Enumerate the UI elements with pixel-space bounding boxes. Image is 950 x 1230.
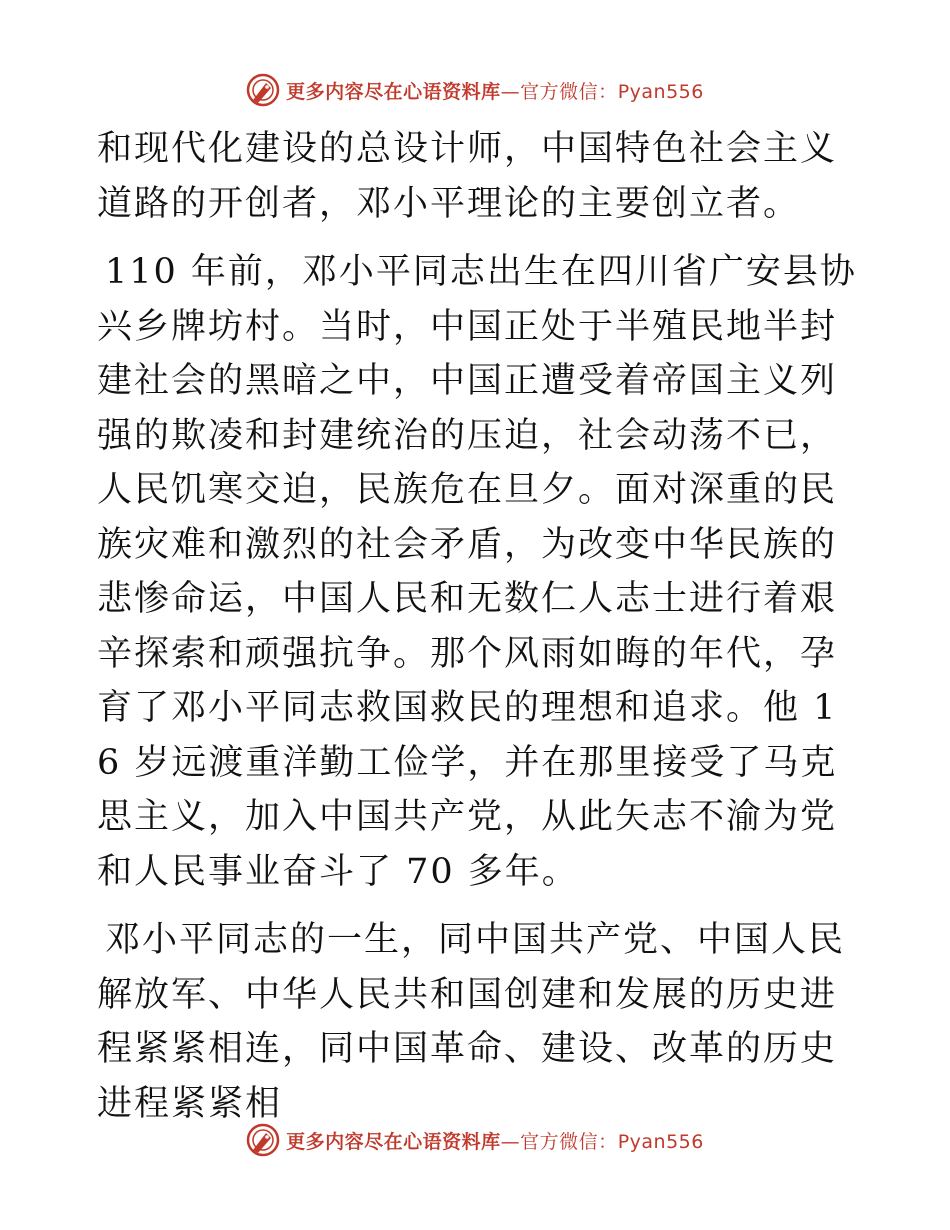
banner-site-text: 更多内容尽在心语资料库 bbox=[286, 1130, 501, 1153]
paragraph-1: 和现代化建设的总设计师，中国特色社会主义道路的开创者，邓小平理论的主要创立者。 bbox=[97, 129, 838, 224]
banner-site-text: 更多内容尽在心语资料库 bbox=[286, 80, 501, 103]
banner-dash: — bbox=[500, 80, 521, 103]
footer-banner bbox=[0, 1120, 950, 1160]
paragraph-2: 110 年前，邓小平同志出生在四川省广安县协兴乡牌坊村。当时，中国正处于半殖民地半封建社会的黑暗之中，中国正遭受着帝国主义列强的欺凌和封建统治的压迫，社会动荡不已，人民饥寒交迫，民族危在旦夕。面对深重的民族灾难和激烈的社会矛盾，为改变中华民族的悲惨命运，中国人民和无数仁人志士进行着艰辛探索和顽强抗争。那个风雨如晦的年代，孕育了邓小平同志救国救民的理想和追求。他 16 岁远渡重洋勤工俭学，并在那里接受了马克思主义，加入中国共产党，从此矢志不渝为党和人民事业奋斗了 70 多年。 bbox=[97, 252, 857, 892]
banner-wechat-label: 官方微信： bbox=[520, 1130, 618, 1153]
pen-nib-logo-icon bbox=[246, 73, 280, 107]
banner-text bbox=[286, 1127, 704, 1154]
pen-nib-logo-icon bbox=[246, 1123, 280, 1157]
banner-text bbox=[286, 77, 704, 104]
paragraph-3: 邓小平同志的一生，同中国共产党、中国人民解放军、中华人民共和国创建和发展的历史进程紧紧相连，同中国革命、建设、改革的历史进程紧紧相 bbox=[97, 920, 846, 1124]
banner-wechat-label: 官方微信： bbox=[520, 80, 618, 103]
header-banner bbox=[0, 70, 950, 110]
banner-dash: — bbox=[500, 1130, 521, 1153]
banner-wechat-id: Pyan556 bbox=[617, 80, 704, 103]
banner-wechat-id: Pyan556 bbox=[617, 1130, 704, 1153]
document-body bbox=[97, 122, 857, 1131]
